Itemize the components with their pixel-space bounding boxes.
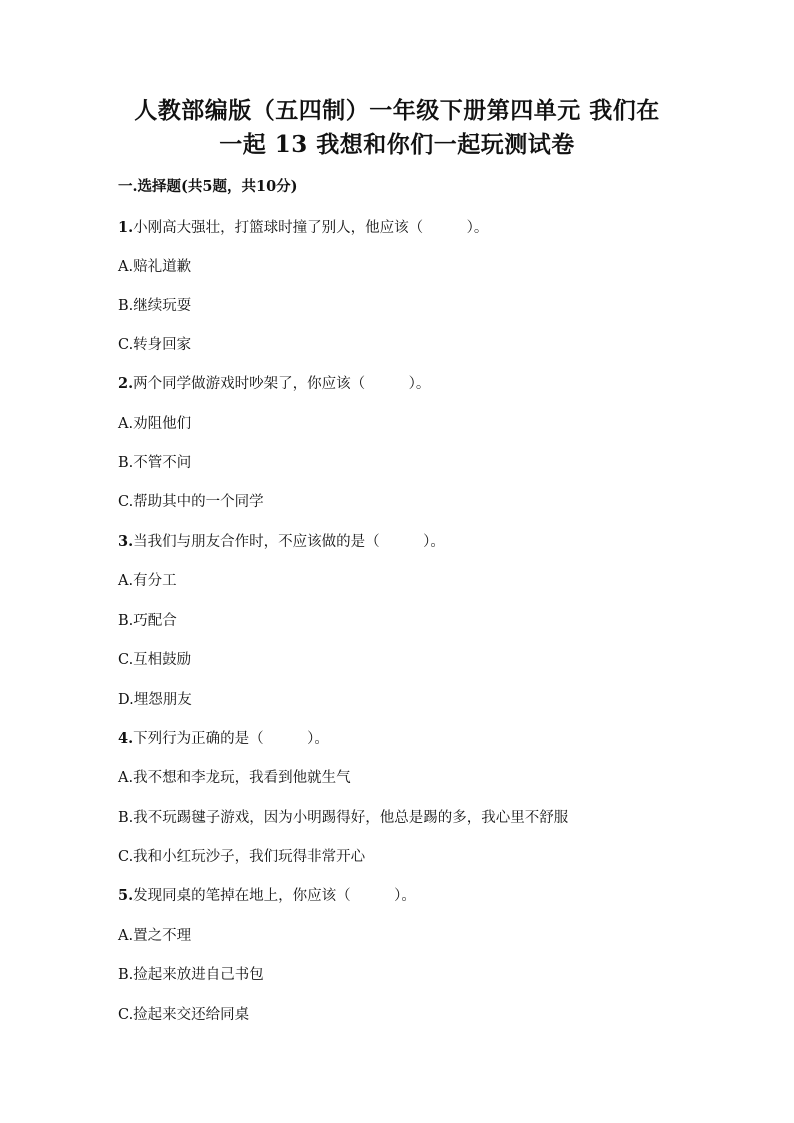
question-number: 2. (118, 375, 134, 392)
question-3-option-d: D.埋怨朋友 (118, 692, 192, 708)
question-1-option-b: B.继续玩耍 (118, 298, 192, 314)
question-5-option-c: C.捡起来交还给同桌 (118, 1007, 250, 1023)
question-3 (118, 532, 445, 552)
page-title-line-1: 人教部编版（五四制）一年级下册第四单元 我们在 (134, 97, 660, 124)
question-text: 下列行为正确的是（ ）。 (133, 731, 329, 747)
question-3-option-b: B.巧配合 (118, 613, 177, 629)
question-2-option-c: C.帮助其中的一个同学 (118, 494, 264, 510)
question-4-option-c: C.我和小红玩沙子，我们玩得非常开心 (118, 849, 366, 865)
question-5-option-b: B.捡起来放进自己书包 (118, 967, 264, 983)
question-number: 5. (118, 887, 134, 904)
question-3-option-a: A.有分工 (118, 573, 177, 589)
question-4-option-a: A.我不想和李龙玩，我看到他就生气 (118, 770, 351, 786)
section-heading: 一.选择题(共5题，共10分) (118, 178, 298, 195)
question-number: 3. (118, 533, 134, 550)
question-1 (118, 218, 488, 238)
question-text: 发现同桌的笔掉在地上，你应该（ ）。 (133, 888, 416, 904)
question-3-option-c: C.互相鼓励 (118, 652, 192, 668)
question-2-option-b: B.不管不问 (118, 455, 192, 471)
question-5-option-a: A.置之不理 (118, 928, 192, 944)
question-5 (118, 886, 416, 906)
question-1-option-a: A.赔礼道歉 (118, 259, 192, 275)
question-2 (118, 374, 430, 394)
question-4 (118, 729, 329, 749)
question-4-option-b: B.我不玩踢毽子游戏，因为小明踢得好，他总是踢的多，我心里不舒服 (118, 810, 569, 826)
question-1-option-c: C.转身回家 (118, 337, 192, 353)
question-text: 小刚高大强壮，打篮球时撞了别人，他应该（ ）。 (133, 220, 489, 236)
question-text: 当我们与朋友合作时，不应该做的是（ ）。 (133, 534, 445, 550)
page-title-line-2: 一起 13 我想和你们一起玩测试卷 (219, 131, 575, 158)
question-number: 4. (118, 730, 134, 747)
question-2-option-a: A.劝阻他们 (118, 416, 192, 432)
question-text: 两个同学做游戏时吵架了，你应该（ ）。 (133, 376, 431, 392)
question-number: 1. (118, 219, 134, 236)
